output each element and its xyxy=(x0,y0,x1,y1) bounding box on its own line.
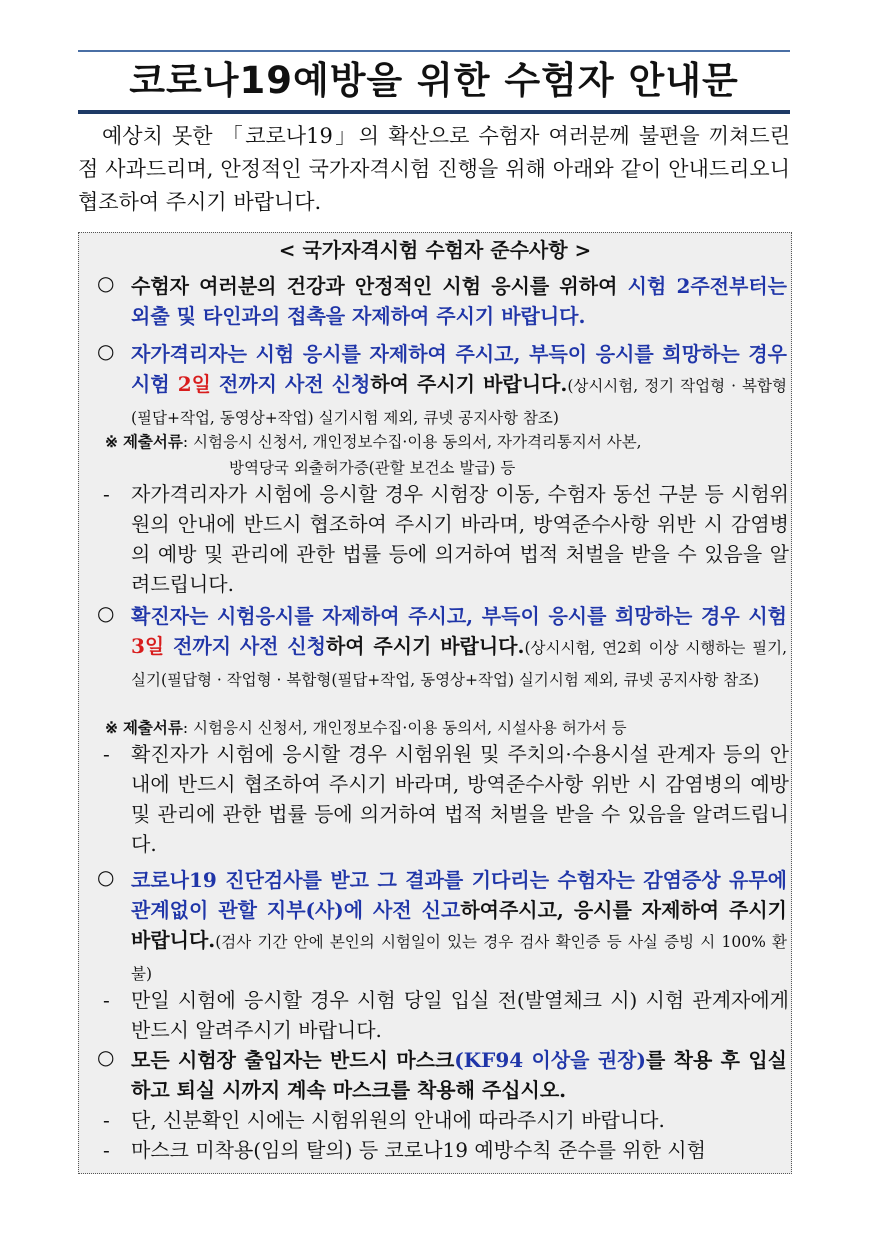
item4-request: 하여주시고, 응시를 자제하여 주시기 바랍니다. xyxy=(131,898,787,952)
dash-mark: - xyxy=(103,742,110,766)
item1-highlight: 시험 2주전부터는 외출 및 타인과의 접촉을 자제하여 주시기 바랍니다. xyxy=(131,274,788,328)
dash-mark: - xyxy=(103,988,110,1012)
item3-documents-note xyxy=(105,715,789,741)
guideline-item-2 xyxy=(97,339,787,433)
item3-request: 하여 주시기 바랍니다. xyxy=(325,634,525,658)
item4-detail xyxy=(103,985,789,1045)
item2-detail-text: 자가격리자가 시험에 응시할 경우 시험장 이동, 수험자 동선 구분 등 시험위원의 안내에 반드시 협조하여 주시기 바라며, 방역준수사항 위반 시 감염병의 예방 및 관리에 관한 법률 등에 의거하여 법적 처벌을 받을 수 있음을 알려드립니다. xyxy=(131,482,789,596)
note-line-2: 방역당국 외출허가증(관할 보건소 발급) 등 xyxy=(229,459,516,477)
dash-mark: - xyxy=(103,482,110,506)
item3-text: 확진자는 시험응시를 자제하여 주시고, 부득이 응시를 희망하는 경우 시험 xyxy=(131,604,787,628)
box-title: < 국가자격시험 수험자 준수사항 > xyxy=(278,238,592,262)
bullet-circle-icon: ○ xyxy=(97,601,115,625)
item5-text: 모든 시험장 출입자는 반드시 마스크 xyxy=(131,1048,455,1072)
dash-mark: - xyxy=(103,1138,110,1162)
note-label: 제출서류 xyxy=(122,432,183,451)
item3-days: 3일 xyxy=(131,634,165,658)
guidelines-box xyxy=(78,232,792,1174)
item5-detail-2-text: 마스크 미착용(임의 탈의) 등 코로나19 예방수칙 준수를 위한 시험 xyxy=(131,1138,706,1162)
item2-text: 자가격리자는 시험 응시를 자제하여 주시고, 부득이 응시를 희망하는 경우 시험 xyxy=(131,342,787,396)
guideline-item-3 xyxy=(97,601,787,695)
note-label: 제출서류 xyxy=(122,718,183,737)
guideline-item-1 xyxy=(97,271,787,331)
item2-days: 2일 xyxy=(177,372,211,396)
page-title: 코로나19예방을 위한 수험자 안내문 xyxy=(129,59,739,102)
item3-detail xyxy=(103,739,789,859)
item3-exceptions: (상시시험, 연2회 이상 시행하는 필기, 실기(필답형 · 작업형 · 복합형(필답+작업, 동영상+작업) 실기시험 제외, 큐넷 공지사항 참조) xyxy=(131,639,787,689)
item4-refund: (검사 기간 안에 본인의 시험일이 있는 경우 검사 확인증 등 사실 증빙 시 100% 환불) xyxy=(131,933,787,983)
bullet-circle-icon: ○ xyxy=(97,1045,115,1069)
item2-detail xyxy=(103,479,789,599)
item5-detail-1 xyxy=(103,1105,789,1135)
title-bottom-rule xyxy=(78,110,790,114)
guideline-item-5 xyxy=(97,1045,787,1105)
item4-text: 코로나19 진단검사를 받고 그 결과를 기다리는 수험자는 감염증상 유무에 관계없이 관할 지부(사)에 사전 신고 xyxy=(131,868,787,922)
item3-deadline: 전까지 사전 신청 xyxy=(164,634,326,658)
bullet-circle-icon: ○ xyxy=(97,339,115,363)
note-line-1: : 시험응시 신청서, 개인정보수집·이용 동의서, 자가격리통지서 사본, xyxy=(182,433,642,451)
dash-mark: - xyxy=(103,1108,110,1132)
item2-deadline: 전까지 사전 신청 xyxy=(210,372,371,396)
guideline-item-4 xyxy=(97,865,787,989)
note-mark-icon: ※ xyxy=(105,718,118,737)
item2-exceptions: (상시시험, 정기 작업형 · 복합형(필답+작업, 동영상+작업) 실기시험 제외, 큐넷 공지사항 참조) xyxy=(131,377,787,427)
item4-detail-text: 만일 시험에 응시할 경우 시험 당일 입실 전(발열체크 시) 시험 관계자에게 반드시 알려주시기 바랍니다. xyxy=(131,988,789,1042)
item2-documents-note xyxy=(105,429,789,481)
item5-mask-type: (KF94 이상을 권장) xyxy=(454,1048,646,1072)
item1-text: 수험자 여러분의 건강과 안정적인 시험 응시를 위하여 xyxy=(131,274,628,298)
item3-detail-text: 확진자가 시험에 응시할 경우 시험위원 및 주치의·수용시설 관계자 등의 안내에 반드시 협조하여 주시기 바라며, 방역준수사항 위반 시 감염병의 예방 및 관리에 관한 법률 등에 의거하여 법적 처벌을 받을 수 있음을 알려드립니다. xyxy=(131,742,789,856)
intro-paragraph: 예상치 못한 「코로나19」의 확산으로 수험자 여러분께 불편을 끼쳐드린 점 사과드리며, 안정적인 국가자격시험 진행을 위해 아래와 같이 안내드리오니 협조하여 주시기 바랍니다. xyxy=(78,124,790,214)
note-line-1: : 시험응시 신청서, 개인정보수집·이용 동의서, 시설사용 허가서 등 xyxy=(182,719,627,737)
bullet-circle-icon: ○ xyxy=(97,271,115,295)
item2-request: 하여 주시기 바랍니다. xyxy=(370,372,568,396)
item5-detail-1-text: 단, 신분확인 시에는 시험위원의 안내에 따라주시기 바랍니다. xyxy=(131,1108,665,1132)
item5-instruction: 를 착용 후 입실하고 퇴실 시까지 계속 마스크를 착용해 주십시오. xyxy=(131,1048,787,1102)
bullet-circle-icon: ○ xyxy=(97,865,115,889)
title-top-rule xyxy=(78,50,790,52)
note-mark-icon: ※ xyxy=(105,432,118,451)
item5-detail-2 xyxy=(103,1135,789,1165)
